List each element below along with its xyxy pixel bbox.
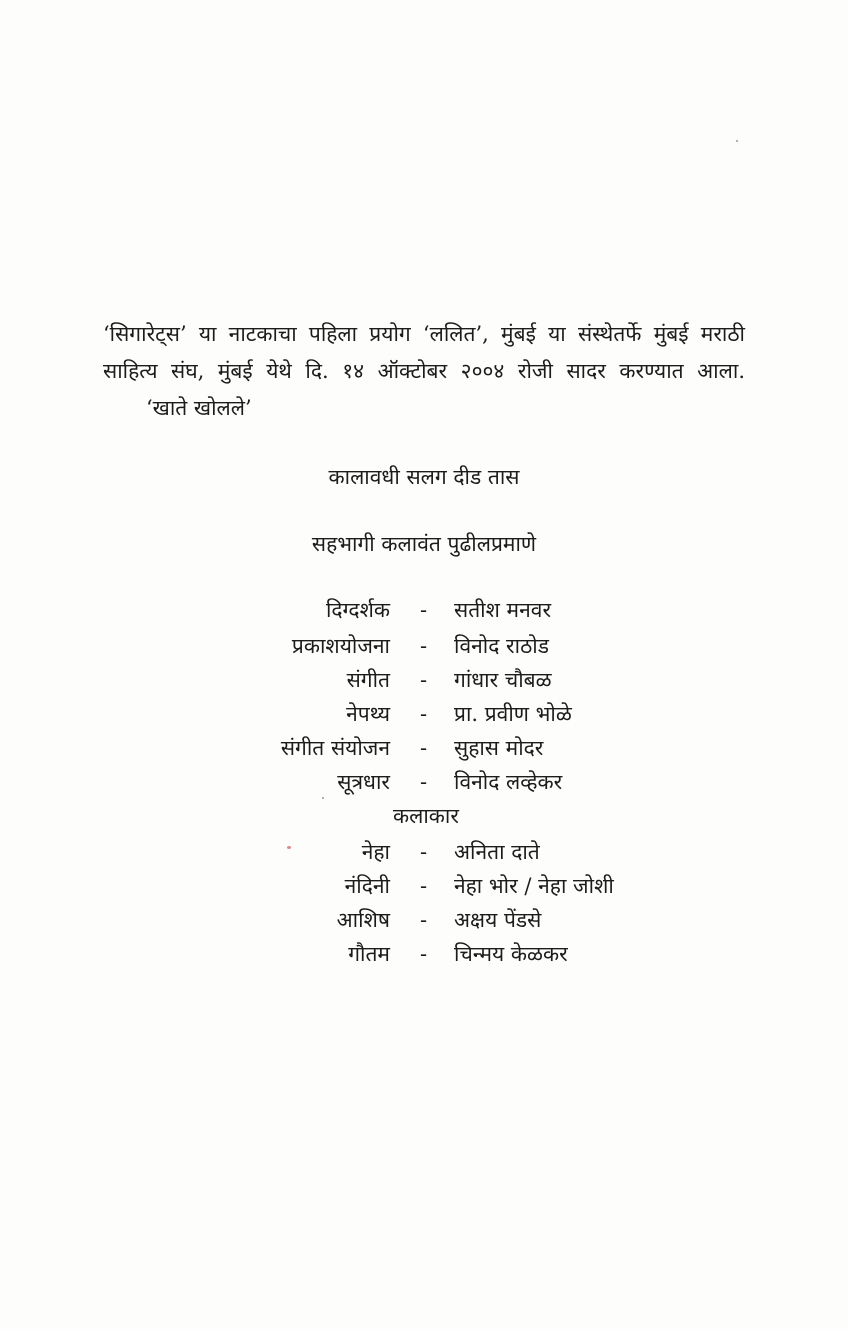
- crew-row: [0, 734, 848, 770]
- paper-speck: [287, 846, 291, 849]
- crew-dash: -: [420, 598, 428, 622]
- cast-dash: -: [420, 840, 428, 864]
- intro-line-1: ‘सिगारेट्स’ या नाटकाचा पहिला प्रयोग ‘ललित’, मुंबई या संस्थेतर्फे मुंबई मराठी: [103, 322, 745, 346]
- crew-role: नेपथ्य: [346, 702, 390, 726]
- crew-role: सूत्रधार: [337, 770, 390, 794]
- cast-name: नेहा भोर / नेहा जोशी: [454, 874, 614, 898]
- crew-dash: -: [420, 736, 428, 760]
- cast-heading: कलाकार: [393, 804, 459, 828]
- participants-heading: सहभागी कलावंत पुढीलप्रमाणे: [311, 532, 537, 556]
- paper-speck: [736, 140, 738, 142]
- crew-row: [0, 632, 848, 668]
- cast-role: गौतम: [348, 942, 390, 966]
- paper-speck: [322, 797, 324, 799]
- cast-name: अक्षय पेंडसे: [454, 908, 542, 932]
- crew-row: [0, 666, 848, 702]
- crew-role: संगीत: [346, 668, 390, 692]
- cast-row: [0, 838, 848, 874]
- cast-row: [0, 940, 848, 976]
- crew-row: [0, 700, 848, 736]
- cast-name: अनिता दाते: [454, 840, 540, 864]
- crew-row: [0, 768, 848, 804]
- crew-name: सुहास मोदर: [454, 736, 544, 760]
- crew-dash: -: [420, 702, 428, 726]
- crew-row: [0, 596, 848, 632]
- crew-name: विनोद लव्हेकर: [454, 770, 563, 794]
- cast-name: चिन्मय केळकर: [454, 942, 568, 966]
- cast-row: [0, 906, 848, 942]
- crew-dash: -: [420, 770, 428, 794]
- intro-line-2: साहित्य संघ, मुंबई येथे दि. १४ ऑक्टोबर २००४ रोजी सादर करण्यात आला.: [103, 359, 745, 383]
- cast-dash: -: [420, 942, 428, 966]
- cast-row: [0, 872, 848, 908]
- crew-name: प्रा. प्रवीण भोळे: [454, 702, 572, 726]
- cast-role: आशिष: [336, 908, 390, 932]
- crew-name: विनोद राठोड: [454, 634, 549, 658]
- crew-role: प्रकाशयोजना: [291, 634, 390, 658]
- duration-text: कालावधी सलग दीड तास: [328, 465, 520, 489]
- cast-role: नंदिनी: [344, 874, 390, 898]
- crew-role: संगीत संयोजन: [280, 736, 390, 760]
- crew-dash: -: [420, 634, 428, 658]
- crew-role: दिग्दर्शक: [325, 598, 390, 622]
- crew-name: सतीश मनवर: [454, 598, 552, 622]
- crew-name: गांधार चौबळ: [454, 668, 552, 692]
- cast-dash: -: [420, 908, 428, 932]
- cast-dash: -: [420, 874, 428, 898]
- cast-role: नेहा: [361, 840, 390, 864]
- crew-dash: -: [420, 668, 428, 692]
- intro-line-3: ‘खाते खोलले’: [146, 396, 252, 420]
